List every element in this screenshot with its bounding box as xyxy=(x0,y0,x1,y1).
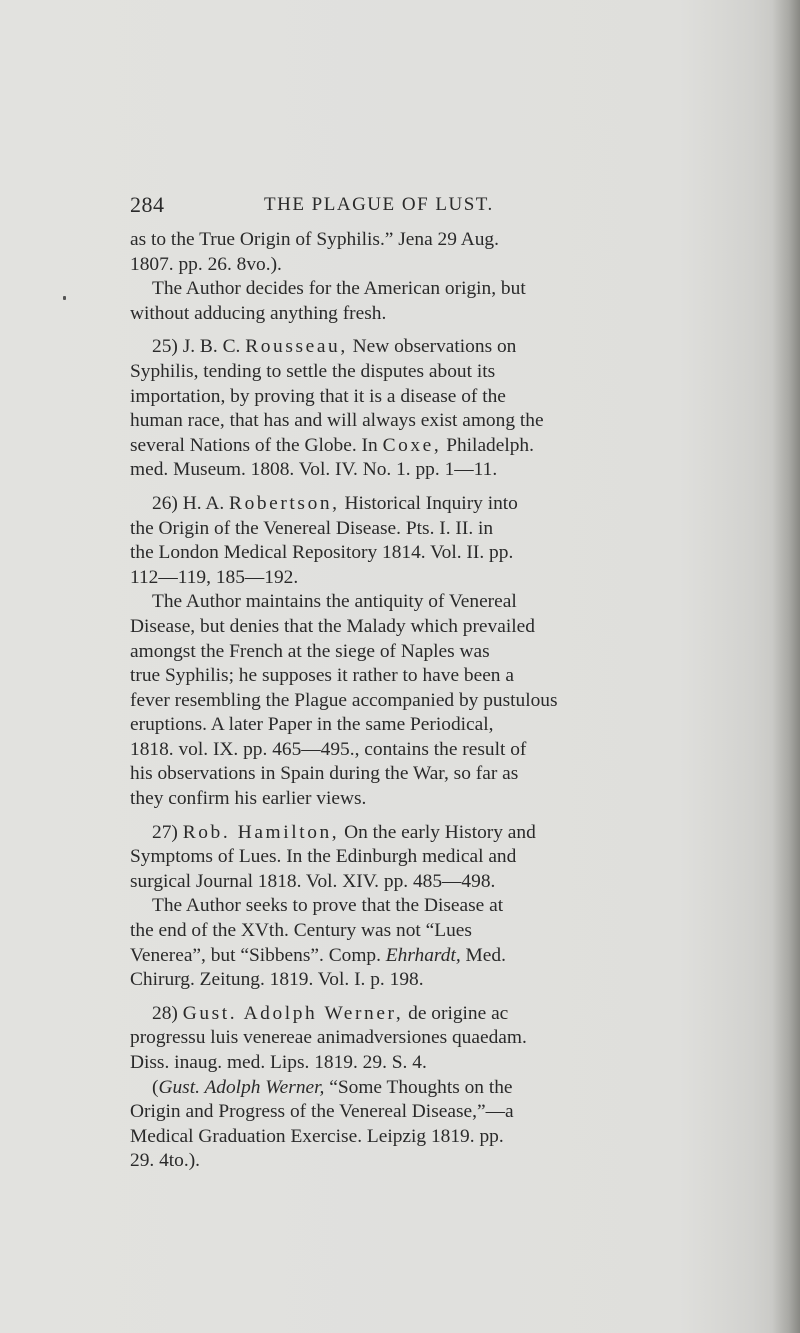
text-line: 1807. pp. 26. 8vo.). xyxy=(130,253,282,275)
text-line: 112—119, 185—192. xyxy=(130,566,299,588)
text-line xyxy=(130,434,690,459)
entry-text: Historical Inquiry into xyxy=(339,492,518,514)
entry-25-first-line xyxy=(130,335,690,360)
translation-first-line xyxy=(130,1076,690,1101)
entry-text: several Nations of the Globe. In xyxy=(130,434,378,456)
text-line: Disease, but denies that the Malady which prevailed xyxy=(130,615,535,637)
text-line: 29. 4to.). xyxy=(130,1150,201,1172)
entry-author: Gust. Adolph Werner, xyxy=(182,1002,404,1024)
entry-28-first-line xyxy=(130,1002,690,1027)
page-edge-shadow xyxy=(772,0,800,1333)
entry-text: Venerea”, but “Sibbens”. xyxy=(130,944,324,966)
entry-number: 28) xyxy=(152,1002,178,1024)
entry-text: Comp. xyxy=(323,944,386,966)
text-line: Syphilis, tending to settle the disputes about its xyxy=(130,360,496,382)
text-line: amongst the French at the siege of Naples was xyxy=(130,640,490,662)
text-line: without adducing anything fresh. xyxy=(130,302,387,324)
text-line: the London Medical Repository 1814. Vol. II. pp. xyxy=(130,542,514,564)
cited-author: Coxe, xyxy=(382,434,442,456)
text-line: as to the True Origin of Syphilis.” Jena 29 Aug. xyxy=(130,229,499,250)
translated-author: Gust. Adolph Werner, xyxy=(158,1076,325,1098)
text-line: Chirurg. Zeitung. 1819. Vol. I. p. 198. xyxy=(130,969,424,991)
text-line: they confirm his earlier views. xyxy=(130,788,367,810)
cited-author: Ehrhardt, xyxy=(385,944,461,966)
entry-number: 25) J. B. C. xyxy=(152,336,241,358)
text-line: surgical Journal 1818. Vol. XIV. pp. 485—498. xyxy=(130,870,496,892)
body-text xyxy=(130,228,690,1174)
page-header xyxy=(130,192,690,222)
entry-author: Rob. Hamilton, xyxy=(182,821,340,843)
entry-text: Med. xyxy=(460,944,506,966)
text-line: human race, that has and will always exist among the xyxy=(130,410,544,432)
text-line: Symptoms of Lues. In the Edinburgh medical and xyxy=(130,846,517,868)
text-line: Diss. inaug. med. Lips. 1819. 29. S. 4. xyxy=(130,1052,427,1073)
entry-number: 27) xyxy=(152,821,178,843)
entry-number: 26) H. A. xyxy=(152,492,225,514)
text-line: the Origin of the Venereal Disease. Pts. I. II. in xyxy=(130,517,494,539)
text-line: his observations in Spain during the War, so far as xyxy=(130,763,519,785)
text-line: progressu luis venereae animadversiones quaedam. xyxy=(130,1027,527,1049)
entry-author: Robertson, xyxy=(229,492,340,514)
page-number: 284 xyxy=(130,192,165,217)
text-line: The Author decides for the American origin, but xyxy=(152,278,526,300)
text-line: eruptions. A later Paper in the same Periodical, xyxy=(130,714,494,736)
entry-text: New observations on xyxy=(347,336,517,358)
text-line: 1818. vol. IX. pp. 465—495., contains the result of xyxy=(130,738,527,760)
text-line: importation, by proving that it is a disease of the xyxy=(130,385,506,407)
text-line: Origin and Progress of the Venereal Disease,”—a xyxy=(130,1101,514,1123)
entry-26-first-line xyxy=(130,492,690,517)
ink-speck xyxy=(63,296,66,300)
text-line: Medical Graduation Exercise. Leipzig 1819. pp. xyxy=(130,1125,504,1147)
entry-text: ( xyxy=(152,1076,159,1098)
entry-text: Philadelph. xyxy=(441,434,534,456)
text-line: true Syphilis; he supposes it rather to have been a xyxy=(130,665,514,687)
entry-author: Rousseau, xyxy=(245,336,348,358)
text-line: med. Museum. 1808. Vol. IV. No. 1. pp. 1—11. xyxy=(130,459,498,481)
text-line: the end of the XVth. Century was not “Lues xyxy=(130,920,472,942)
text-line xyxy=(130,944,690,969)
entry-text: de origine ac xyxy=(403,1002,509,1024)
text-line: fever resembling the Plague accompanied by pustulous xyxy=(130,689,558,711)
running-title: THE PLAGUE OF LUST. xyxy=(264,194,494,215)
entry-text: On the early History and xyxy=(339,821,536,843)
text-line: The Author seeks to prove that the Disease at xyxy=(152,895,504,917)
entry-text: “Some Thoughts on the xyxy=(324,1076,513,1098)
entry-27-first-line xyxy=(130,821,690,846)
text-line: The Author maintains the antiquity of Venereal xyxy=(152,591,517,613)
